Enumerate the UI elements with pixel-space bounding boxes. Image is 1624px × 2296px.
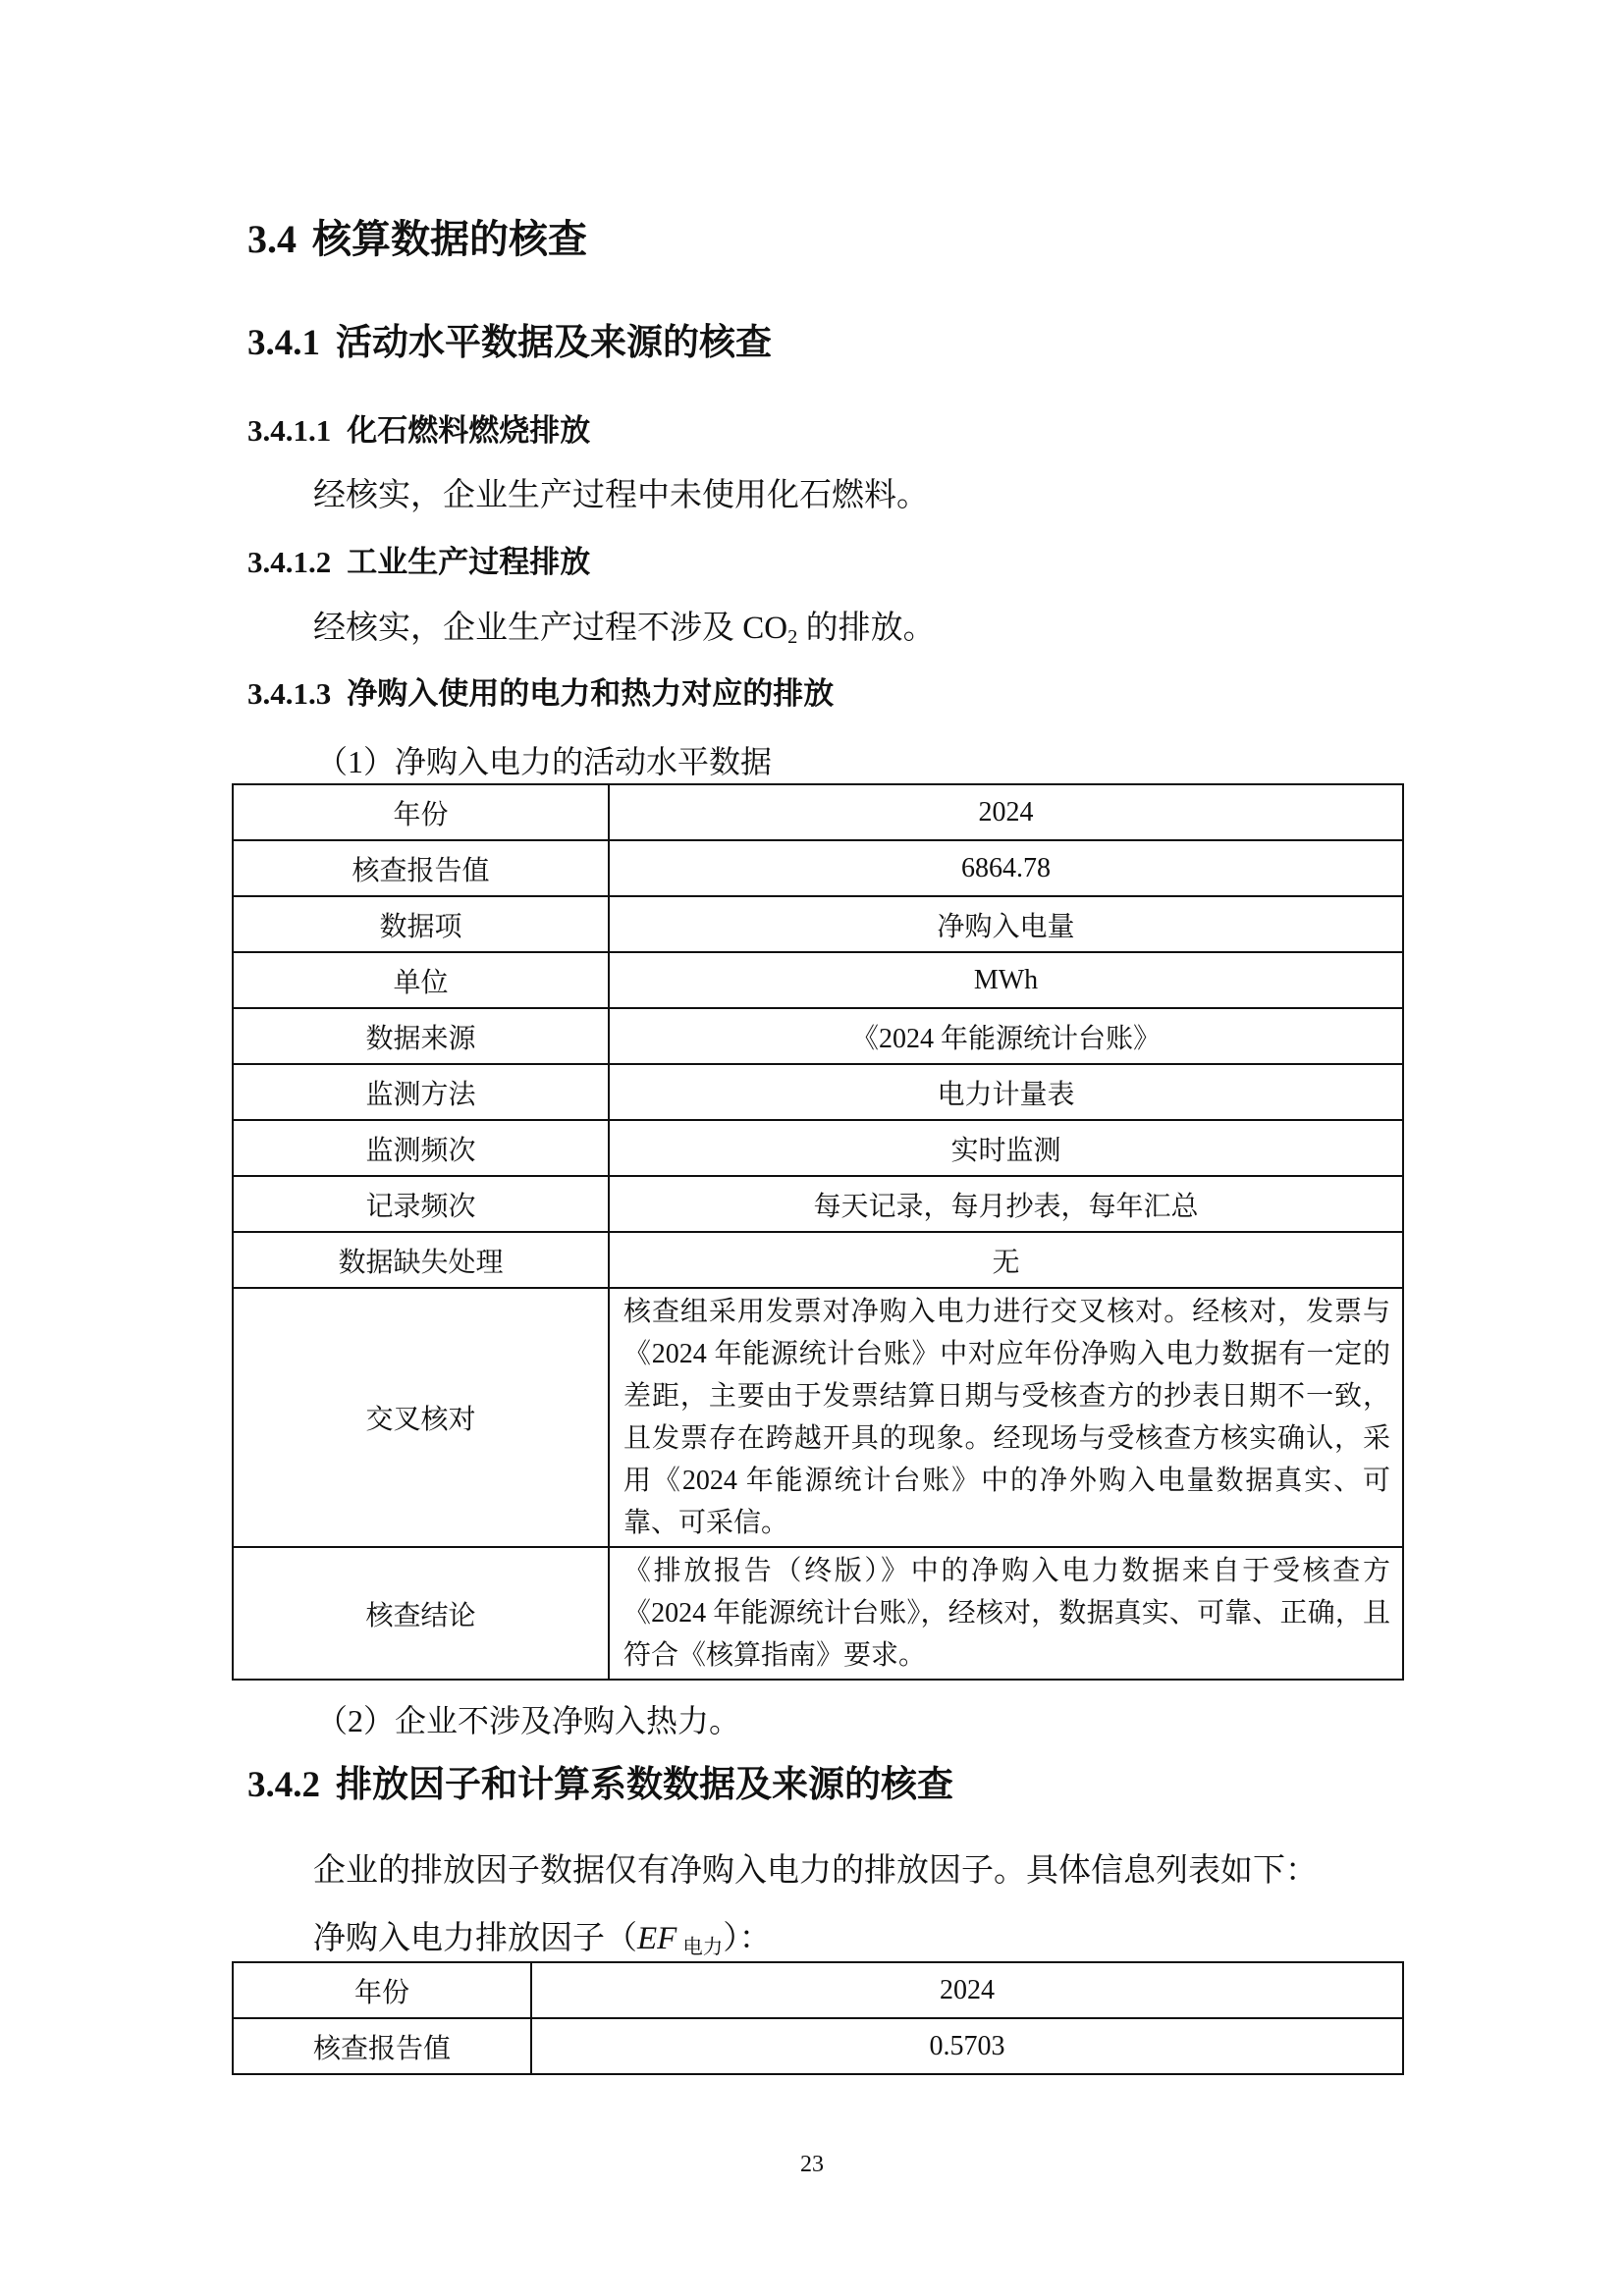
row-value: 电力计量表 <box>609 1064 1403 1120</box>
table-row <box>233 952 1403 1008</box>
section-number: 3.4 <box>247 217 297 261</box>
row-label: 年份 <box>233 1962 531 2018</box>
electricity-activity-table <box>232 783 1404 1681</box>
row-label: 年份 <box>233 784 609 840</box>
row-value: 0.5703 <box>531 2018 1403 2074</box>
row-label: 数据缺失处理 <box>233 1232 609 1288</box>
heading-number: 3.4.1.1 <box>247 413 332 448</box>
row-value: 2024 <box>609 784 1403 840</box>
heading-fossil-fuel <box>247 410 590 452</box>
heading-industrial-process <box>247 542 590 583</box>
heading-number: 3.4.1.3 <box>247 676 332 711</box>
heading-title: 工业生产过程排放 <box>347 545 591 579</box>
ef-subscript: 电力 <box>682 1937 724 1959</box>
row-value: 《2024 年能源统计台账》 <box>609 1008 1403 1064</box>
table-row <box>233 1176 1403 1232</box>
table-row <box>233 1008 1403 1064</box>
row-label: 核查报告值 <box>233 840 609 896</box>
table-row <box>233 840 1403 896</box>
paragraph-fossil-fuel: 经核实，企业生产过程中未使用化石燃料。 <box>313 478 929 513</box>
row-value: 每天记录，每月抄表，每年汇总 <box>609 1176 1403 1232</box>
table-row <box>233 2018 1403 2074</box>
row-label: 监测方法 <box>233 1064 609 1120</box>
table-row <box>233 896 1403 952</box>
row-value: 6864.78 <box>609 840 1403 896</box>
section-heading <box>247 214 587 265</box>
row-value: MWh <box>609 952 1403 1008</box>
heading-title: 化石燃料燃烧排放 <box>347 413 591 448</box>
paragraph-industrial-process <box>313 607 936 650</box>
heading-title: 净购入使用的电力和热力对应的排放 <box>347 676 835 711</box>
ef-caption <box>313 1917 772 1960</box>
row-label: 记录频次 <box>233 1176 609 1232</box>
table-row <box>233 1962 1403 2018</box>
table1-caption: （1）净购入电力的活动水平数据 <box>316 744 773 779</box>
row-label: 交叉核对 <box>233 1288 609 1547</box>
row-label: 核查结论 <box>233 1547 609 1680</box>
co2-subscript: 2 <box>787 626 798 649</box>
heading-purchased-energy <box>247 673 834 715</box>
subsection-heading-factor <box>247 1762 953 1809</box>
table-row <box>233 784 1403 840</box>
table-row <box>233 1288 1403 1547</box>
row-value: 净购入电量 <box>609 896 1403 952</box>
table-row <box>233 1232 1403 1288</box>
row-value: 无 <box>609 1232 1403 1288</box>
row-label: 核查报告值 <box>233 2018 531 2074</box>
subsection-title: 排放因子和计算系数数据及来源的核查 <box>336 1765 953 1805</box>
paragraph-factor: 企业的排放因子数据仅有净购入电力的排放因子。具体信息列表如下： <box>313 1853 1318 1889</box>
row-label: 监测频次 <box>233 1120 609 1176</box>
emission-factor-table <box>232 1961 1404 2075</box>
table-row <box>233 1547 1403 1680</box>
table-row <box>233 1120 1403 1176</box>
row-label: 数据来源 <box>233 1008 609 1064</box>
row-label: 单位 <box>233 952 609 1008</box>
co2-formula: CO <box>742 611 788 646</box>
heading-number: 3.4.1.2 <box>247 545 332 579</box>
table-row <box>233 1064 1403 1120</box>
section-title: 核算数据的核查 <box>312 217 587 261</box>
text-after: 的排放。 <box>797 611 936 646</box>
row-value: 实时监测 <box>609 1120 1403 1176</box>
subsection-heading-activity <box>247 320 772 367</box>
subsection-number: 3.4.1 <box>247 323 320 363</box>
page-number: 23 <box>800 2152 824 2177</box>
row-value: 《排放报告（终版）》中的净购入电力数据来自于受核查方《2024 年能源统计台账》，经核对，数据真实、可靠、正确，且符合《核算指南》要求。 <box>609 1547 1403 1680</box>
text-after: ）： <box>723 1921 772 1956</box>
subsection-number: 3.4.2 <box>247 1765 320 1805</box>
subsection-title: 活动水平数据及来源的核查 <box>336 323 772 363</box>
row-label: 数据项 <box>233 896 609 952</box>
row-value: 2024 <box>531 1962 1403 2018</box>
row-value: 核查组采用发票对净购入电力进行交叉核对。经核对，发票与《2024 年能源统计台账》中对应年份净购入电力数据有一定的差距，主要由于发票结算日期与受核查方的抄表日期不一致，且发票存在跨越开具的现象。经现场与受核查方核实确认，采用《2024 年能源统计台账》中的净外购入电量数据真实、可靠、可采信。 <box>609 1288 1403 1547</box>
text-before: 经核实，企业生产过程不涉及 <box>313 611 743 646</box>
text-before: 净购入电力排放因子（ <box>313 1921 637 1956</box>
note-heat: （2）企业不涉及净购入热力。 <box>316 1703 741 1738</box>
ef-variable: EF <box>637 1921 677 1956</box>
